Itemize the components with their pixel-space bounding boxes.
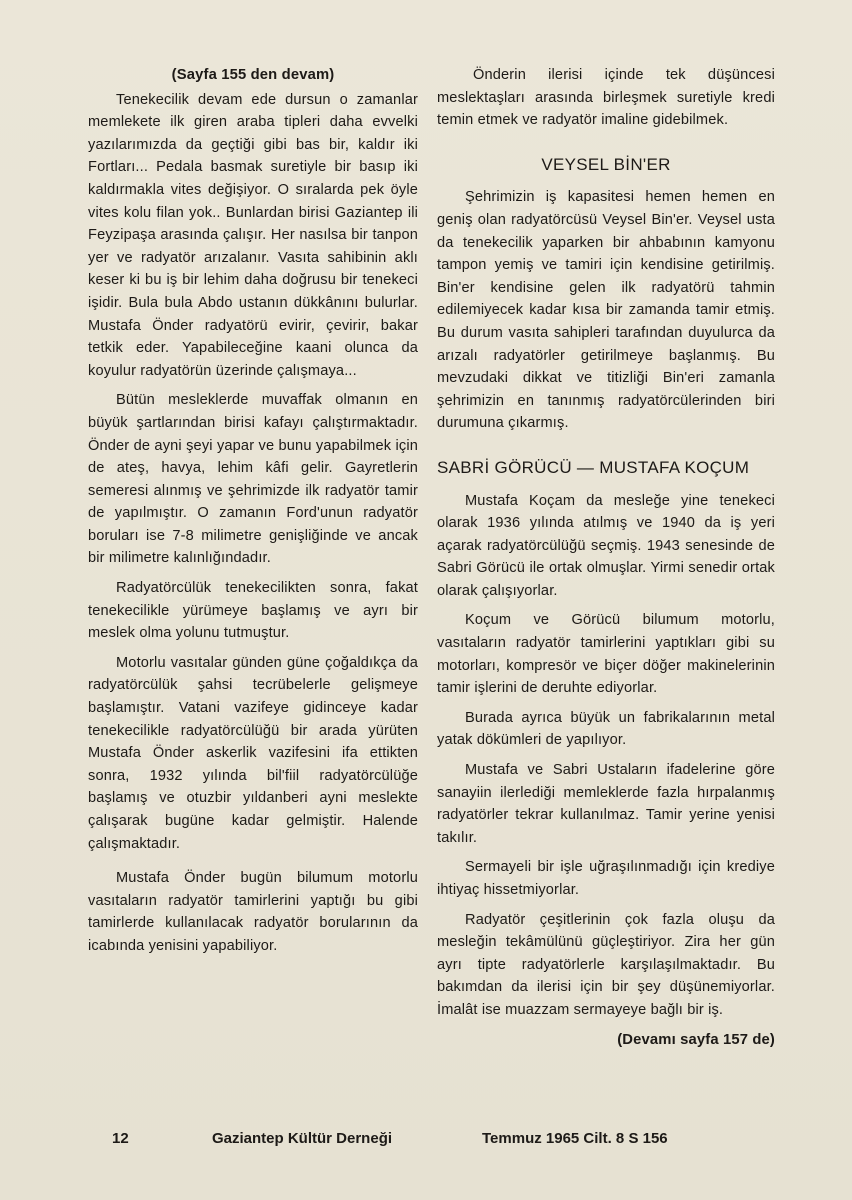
body-paragraph: Motorlu vasıtalar günden güne çoğaldıkça da radyatörcülük şahsi tecrübelerle gelişmeye başlamıştır. Vatani vazifeye gidinceye kadar tenekecilikle radyatörcülüğü bir arada yürüten Mustafa Önder askerlik vazifesini ifa ettikten sonra, 1932 yılında bil'fiil radyatörcülüğe başlamış ve otuzbir yıldanberi ayni meslekte çalışarak bugüne kadar gelmiştir. Halende çalışmaktadır. [88,654,418,852]
body-paragraph: Koçum ve Görücü bilumum motorlu, vasıtaların radyatör tamirlerini yaptıkları gibi su motorları, kompresör ve biçer döğer makinelerinin tamir işlerini de deruhte ediyorlar. [437,612,775,697]
section-heading-veysel-biner: VEYSEL BİN'ER [541,154,671,174]
body-paragraph: Mustafa Koçam da mesleğe yine tenekeci olarak 1936 yılında atılmış ve 1940 da iş yeri açarak radyatörcülüğü seçmiş. 1943 senesinde de Sabri Görücü ile ortak olmuşlar. Yirmi senedir ortak olarak çalışıyorlar. [437,492,775,599]
body-paragraph: Bütün mesleklerde muvaffak olmanın en büyük şartlarından birisi kafayı çalıştırmaktadır. Önder de ayni şeyi yapar ve bunu yapabilmek için de ateş, havya, lehim kâfi gelir. Gayretlerin semeresi alınmış ve şehrimizde ilk radyatör tamir de yapılmıştır. O zamanın Ford'unun radyatör boruları ise 7-8 milimetre genişliğinde ve ancak bir milimetre kalınlığındadır. [88,392,418,567]
continued-from-note: (Sayfa 155 den devam) [171,67,335,83]
issue-info: Temmuz 1965 Cilt. 8 S 156 [482,1130,668,1147]
page-number: 12 [112,1130,129,1147]
body-paragraph: Burada ayrıca büyük un fabrikalarının metal yatak dökümleri de yapılıyor. [437,709,775,749]
section-heading-sabri-mustafa: SABRİ GÖRÜCÜ — MUSTAFA KOÇUM [437,457,750,477]
organization-name: Gaziantep Kültür Derneği [212,1130,393,1147]
body-paragraph: Sermayeli bir işle uğraşılınmadığı için krediye ihtiyaç hissetmiyorlar. [437,859,775,898]
body-paragraph: Tenekecilik devam ede dursun o zamanlar memlekete ilk giren araba tipleri daha evvelki yazılarımızda da geçtiği gibi bas bir, kaldır iki Fortları... Pedala basmak suretiyle bir basıp iki kaldırmakla vites değişiyor. O sıralarda pek öyle vites kolu filan yok.. Bunlardan birisi Gaziantep ili Feyzipaşa arasında çalışır. Her nasılsa bir tanpon yer ve radyatör arızalanır. Vasıta sahibinin aklı keser ki bu iş bir lehim daha doğrusu bir tenekeci işidir. Bula bula Abdo ustanın dükkânını bulurlar. Mustafa Önder radyatörü evirir, çevirir, bakar tetkik eder. Yapabileceğine kaani olunca da koyulur radyatörün üzerinde çalışmaya... [88,91,418,379]
intro-paragraph: Önderin ilerisi içinde tek düşüncesi meslektaşları arasında birleşmek suretiyle kredi temin etmek ve radyatör imaline gidebilmek. [437,67,775,129]
page-footer [0,1130,852,1160]
left-column [88,64,418,965]
body-paragraph: Radyatörcülük tenekecilikten sonra, fakat tenekecilikle yürümeye başlamış ve ayrı bir meslek olma yolunu tutmuştur. [88,580,418,642]
right-column [437,64,775,1051]
body-paragraph: Mustafa ve Sabri Ustaların ifadelerine göre sanayiin ilerlediği memleklerde fazla hırpalanmış radyatörler tekrar kullanılmaz. Tamir yerine yenisi takılır. [437,762,775,846]
body-paragraph: Mustafa Önder bugün bilumum motorlu vasıtaların radyatör tamirlerini yaptığı bu gibi tamirlerde kullanılacak radyatör borularının da icabında yenisini yapabiliyor. [88,870,418,954]
continued-on-note: (Devamı sayfa 157 de) [617,1031,775,1048]
body-paragraph: Şehrimizin iş kapasitesi hemen hemen en geniş olan radyatörcüsü Veysel Bin'er. Veysel usta da tenekecilik yaparken bir ahbabının kamyonu tampon yemiş ve tamiri için kendisine getirilmiş. Bin'er kendisine gelen ilk radyatörü tahmin edilemiyecek kadar kısa bir zamanda tamir etmiş. Bu durum vasıta sahipleri tarafından duyulurca da arızalı radyatörler getirilmeye başlanmış. Bu mevzudaki dikkat ve titizliği Bin'eri zamanla şehrimizin en tanınmış radyatörcülerinden biri durumuna çıkarmış. [437,189,775,432]
body-paragraph: Radyatör çeşitlerinin çok fazla oluşu da mesleğin tekâmülünü güçleştiriyor. Zira her gün ayrı tipte radyatörlerle karşılaşılmaktadır. Bu bakımdan da ilerisi için bir şey düşünemiyorlar. İmalât ise muazzam sermayeye bağlı bir iş. [437,911,775,1018]
